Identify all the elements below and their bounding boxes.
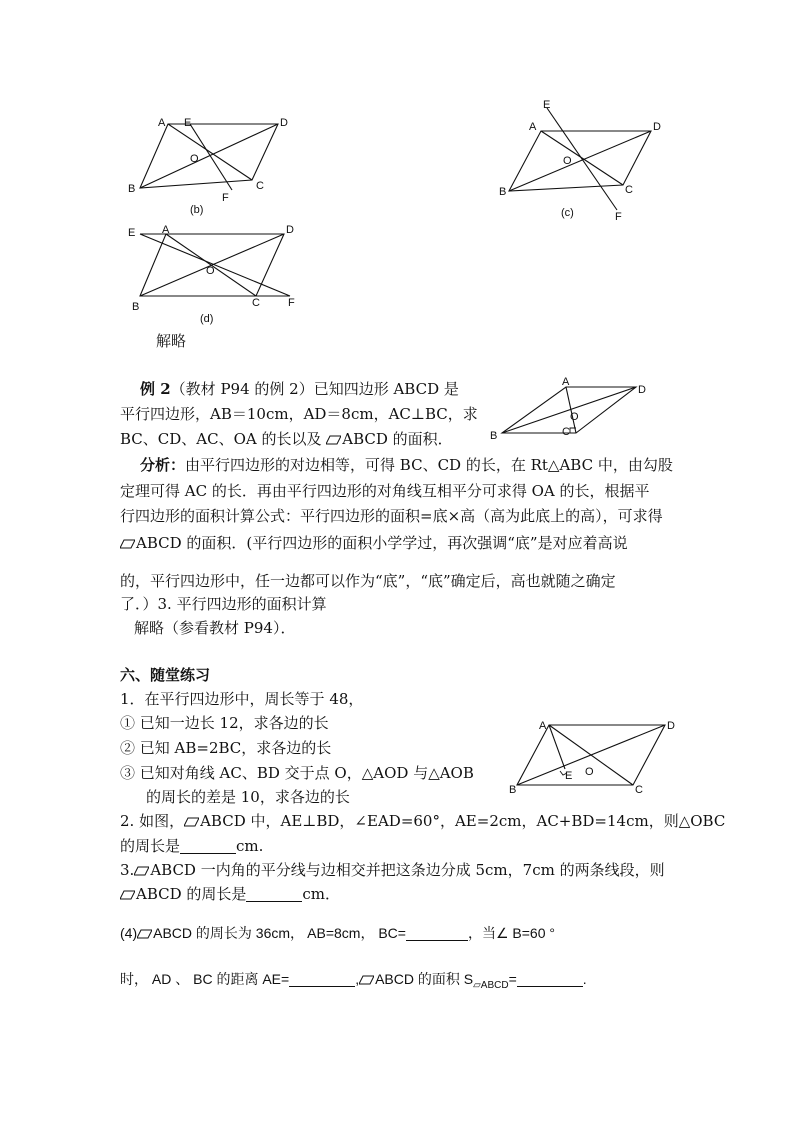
label-B: B xyxy=(128,183,136,195)
problem-3-text-d: cm． xyxy=(302,885,341,903)
label-A: A xyxy=(539,720,547,732)
figure-exercise xyxy=(505,713,685,795)
label-B: B xyxy=(490,430,498,442)
figure-d xyxy=(120,222,310,327)
figure-b xyxy=(120,110,300,220)
problem-4-line-2 xyxy=(120,968,587,997)
problem-1-b: ② 已知 AB=2BC，求各边的长 xyxy=(120,739,332,757)
analysis-text-1: 由平行四边形的对边相等，可得 BC、CD 的长，在 Rt△ABC 中，由勾股 xyxy=(185,456,673,474)
problem-2-text-d: cm. xyxy=(236,837,264,855)
problem-1-c: ③ 已知对角线 AC、BD 交于点 O，△AOD 与△AOB xyxy=(120,764,474,782)
problem-2-blank[interactable] xyxy=(180,839,236,854)
label-D: D xyxy=(653,121,661,133)
analysis-line-3: 行四边形的面积计算公式：平行四边形的面积=底×高（高为此底上的高），可求得 xyxy=(120,507,663,525)
example-2-line-1 xyxy=(140,378,459,400)
problem-4-subscript: ▱ABCD xyxy=(473,979,509,991)
caption-d: (d) xyxy=(200,313,214,325)
label-O: O xyxy=(206,265,215,277)
example-2-title: 例 2 xyxy=(140,380,171,398)
problem-3-blank[interactable] xyxy=(246,887,302,902)
problem-3 xyxy=(120,859,665,881)
example-2-text-3b: ABCD 的面积． xyxy=(342,430,453,448)
caption-b: (b) xyxy=(190,204,204,216)
parallelogram-icon xyxy=(120,890,135,900)
problem-4-text-d: 时， AD 、 BC 的距离 AE= xyxy=(120,971,290,987)
label-C: C xyxy=(635,784,643,795)
figure-example-2 xyxy=(486,375,656,445)
solution-2: 解略（参看教材 P94）． xyxy=(134,619,296,637)
analysis-text-4: ABCD 的面积．(平行四边形的面积小学学过，再次强调“底”是对应着高说 xyxy=(136,534,628,552)
problem-4-text-h: . xyxy=(582,971,587,987)
label-O: O xyxy=(563,155,572,167)
problem-4-text-f: ABCD 的面积 S xyxy=(375,971,474,987)
problem-4 xyxy=(120,922,555,944)
problem-2-text-c: 的周长是 xyxy=(120,837,181,855)
label-D: D xyxy=(280,117,288,129)
problem-1: 1．在平行四边形中，周长等于 48， xyxy=(120,690,364,708)
example-2-line-3 xyxy=(120,428,453,450)
label-F: F xyxy=(222,192,229,204)
parallelogram-icon xyxy=(326,435,341,445)
problem-3-line-2 xyxy=(120,883,340,905)
parallelogram-icon xyxy=(137,929,152,939)
label-E: E xyxy=(184,117,192,129)
problem-2-text-a: 2. 如图， xyxy=(120,812,185,830)
label-O: O xyxy=(570,411,579,423)
analysis-line-6: 了．）3. 平行四边形的面积计算 xyxy=(120,595,327,613)
problem-3-text-b: ABCD 一内角的平分线与边相交并把这条边分成 5cm，7cm 的两条线段，则 xyxy=(150,861,665,879)
parallelogram-icon xyxy=(184,817,199,827)
parallelogram-icon xyxy=(120,539,135,549)
label-A: A xyxy=(562,376,570,388)
label-B: B xyxy=(509,784,517,795)
example-2-text-1: （教材 P94 的例 2）已知四边形 ABCD 是 xyxy=(170,380,459,398)
label-D: D xyxy=(667,720,675,732)
example-2-text-3a: BC、CD、AC、OA 的长以及 xyxy=(120,430,322,448)
problem-4-text-b: ABCD 的周长为 36cm， AB=8cm， BC= xyxy=(153,925,406,941)
section-6-heading: 六、随堂练习 xyxy=(120,666,211,684)
analysis-line-1 xyxy=(140,454,673,476)
problem-2-text-b: ABCD 中，AE⊥BD，∠EAD=60°，AE=2cm，AC+BD=14cm，则△OBC xyxy=(200,812,726,830)
parallelogram-icon xyxy=(134,866,149,876)
label-A: A xyxy=(162,224,170,236)
label-D: D xyxy=(286,224,294,236)
problem-4-text-g: = xyxy=(508,971,517,987)
label-C: C xyxy=(252,297,260,309)
analysis-title: 分析： xyxy=(140,456,186,474)
label-F: F xyxy=(615,211,622,223)
label-A: A xyxy=(529,121,537,133)
label-C: C xyxy=(256,180,264,192)
label-F: F xyxy=(288,297,295,309)
analysis-line-4 xyxy=(120,532,628,554)
analysis-line-2: 定理可得 AC 的长．再由平行四边形的对角线互相平分可求得 OA 的长，根据平 xyxy=(120,482,650,500)
problem-1-a: ① 已知一边长 12，求各边的长 xyxy=(120,714,329,732)
analysis-line-5: 的，平行四边形中，任一边都可以作为“底”，“底”确定后，高也就随之确定 xyxy=(120,572,616,590)
label-B: B xyxy=(499,186,507,198)
label-B: B xyxy=(132,301,140,313)
problem-4-blank-ae[interactable] xyxy=(289,972,355,987)
problem-3-text-c: ABCD 的周长是 xyxy=(136,885,247,903)
problem-4-text-e: , xyxy=(355,971,360,987)
problem-4-blank-bc[interactable] xyxy=(406,926,468,941)
label-E: E xyxy=(543,99,551,111)
label-A: A xyxy=(158,117,166,129)
label-C: C xyxy=(625,184,633,196)
label-O: O xyxy=(585,766,594,778)
label-C: C xyxy=(562,426,570,438)
figure-c xyxy=(495,98,675,226)
example-2-line-2: 平行四边形，AB＝10cm，AD＝8cm，AC⊥BC，求 xyxy=(120,405,478,423)
problem-4-text-a: (4) xyxy=(120,925,138,941)
problem-2-line-2 xyxy=(120,835,263,857)
parallelogram-icon xyxy=(359,975,374,985)
caption-c: (c) xyxy=(561,207,574,219)
problem-4-text-c: ，当∠ B=60 ° xyxy=(467,925,555,941)
label-E: E xyxy=(128,227,136,239)
label-D: D xyxy=(638,384,646,396)
problem-2 xyxy=(120,810,725,832)
problem-4-blank-area[interactable] xyxy=(517,972,583,987)
label-O: O xyxy=(190,153,199,165)
solution-1: 解略 xyxy=(156,332,187,350)
problem-1-c-2: 的周长的差是 10，求各边的长 xyxy=(146,788,350,806)
label-E: E xyxy=(565,770,573,782)
problem-3-text-a: 3. xyxy=(120,861,135,879)
